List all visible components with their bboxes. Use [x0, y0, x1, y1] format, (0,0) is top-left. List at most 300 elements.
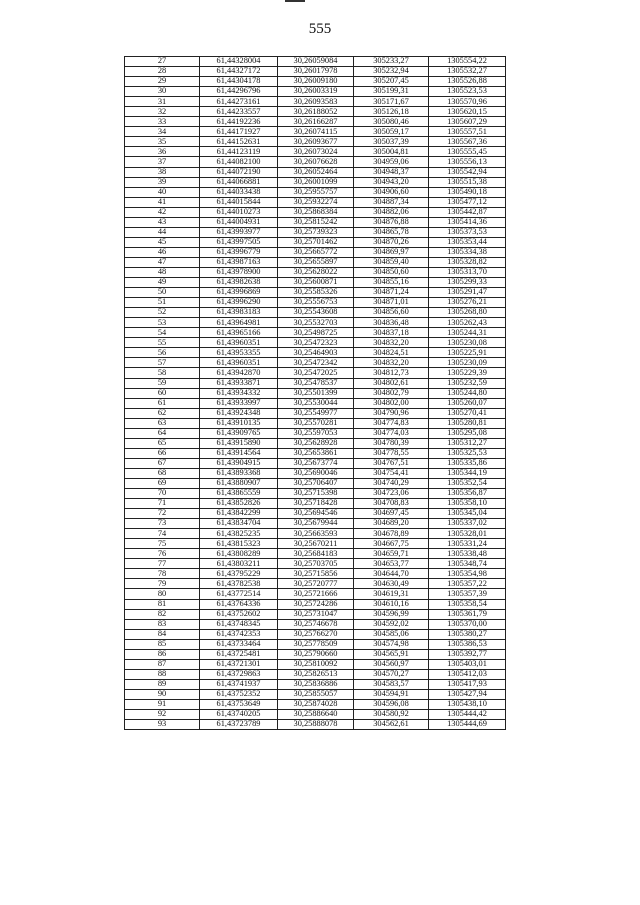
- x-coordinate-cell: 304948,37: [354, 167, 429, 177]
- point-number-cell: 27: [125, 57, 200, 67]
- longitude-cell: 30,25600871: [278, 278, 354, 288]
- latitude-cell: 61,44327172: [200, 67, 278, 77]
- longitude-cell: 30,25673774: [278, 458, 354, 468]
- longitude-cell: 30,25543608: [278, 308, 354, 318]
- table-row: [125, 448, 506, 458]
- longitude-cell: 30,25955757: [278, 187, 354, 197]
- x-coordinate-cell: 304836,48: [354, 318, 429, 328]
- latitude-cell: 61,43865559: [200, 489, 278, 499]
- latitude-cell: 61,43996869: [200, 288, 278, 298]
- table-row: [125, 97, 506, 107]
- point-number-cell: 54: [125, 328, 200, 338]
- latitude-cell: 61,43960351: [200, 358, 278, 368]
- longitude-cell: 30,25778509: [278, 639, 354, 649]
- longitude-cell: 30,25570281: [278, 418, 354, 428]
- point-number-cell: 85: [125, 639, 200, 649]
- point-number-cell: 74: [125, 529, 200, 539]
- latitude-cell: 61,43933871: [200, 378, 278, 388]
- table-row: [125, 428, 506, 438]
- latitude-cell: 61,44171927: [200, 127, 278, 137]
- x-coordinate-cell: 304565,91: [354, 649, 429, 659]
- longitude-cell: 30,26188052: [278, 107, 354, 117]
- point-number-cell: 66: [125, 448, 200, 458]
- longitude-cell: 30,25498725: [278, 328, 354, 338]
- y-coordinate-cell: 1305244,80: [429, 388, 506, 398]
- x-coordinate-cell: 304583,57: [354, 679, 429, 689]
- x-coordinate-cell: 304906,60: [354, 187, 429, 197]
- point-number-cell: 73: [125, 519, 200, 529]
- y-coordinate-cell: 1305542,94: [429, 167, 506, 177]
- x-coordinate-cell: 305199,31: [354, 87, 429, 97]
- x-coordinate-cell: 304832,20: [354, 358, 429, 368]
- longitude-cell: 30,26009180: [278, 77, 354, 87]
- y-coordinate-cell: 1305373,53: [429, 227, 506, 237]
- x-coordinate-cell: 304856,60: [354, 308, 429, 318]
- latitude-cell: 61,43752602: [200, 609, 278, 619]
- longitude-cell: 30,25597053: [278, 428, 354, 438]
- coordinates-table: [124, 56, 506, 730]
- x-coordinate-cell: 304780,39: [354, 438, 429, 448]
- point-number-cell: 62: [125, 408, 200, 418]
- table-row: [125, 599, 506, 609]
- longitude-cell: 30,25670211: [278, 539, 354, 549]
- point-number-cell: 47: [125, 257, 200, 267]
- longitude-cell: 30,25694546: [278, 509, 354, 519]
- longitude-cell: 30,25715398: [278, 489, 354, 499]
- x-coordinate-cell: 305233,27: [354, 57, 429, 67]
- longitude-cell: 30,25472323: [278, 338, 354, 348]
- latitude-cell: 61,43842299: [200, 509, 278, 519]
- longitude-cell: 30,25478537: [278, 378, 354, 388]
- point-number-cell: 69: [125, 478, 200, 488]
- table-row: [125, 328, 506, 338]
- latitude-cell: 61,43753649: [200, 700, 278, 710]
- y-coordinate-cell: 1305403,01: [429, 659, 506, 669]
- table-row: [125, 720, 506, 730]
- latitude-cell: 61,44328004: [200, 57, 278, 67]
- latitude-cell: 61,43742353: [200, 629, 278, 639]
- point-number-cell: 48: [125, 267, 200, 277]
- x-coordinate-cell: 305080,46: [354, 117, 429, 127]
- table-row: [125, 338, 506, 348]
- table-row: [125, 368, 506, 378]
- x-coordinate-cell: 304596,08: [354, 700, 429, 710]
- y-coordinate-cell: 1305358,54: [429, 599, 506, 609]
- longitude-cell: 30,25718428: [278, 499, 354, 509]
- point-number-cell: 75: [125, 539, 200, 549]
- x-coordinate-cell: 304610,16: [354, 599, 429, 609]
- point-number-cell: 51: [125, 298, 200, 308]
- latitude-cell: 61,43782538: [200, 579, 278, 589]
- y-coordinate-cell: 1305532,27: [429, 67, 506, 77]
- point-number-cell: 88: [125, 669, 200, 679]
- x-coordinate-cell: 305126,18: [354, 107, 429, 117]
- y-coordinate-cell: 1305370,00: [429, 619, 506, 629]
- point-number-cell: 40: [125, 187, 200, 197]
- y-coordinate-cell: 1305427,94: [429, 689, 506, 699]
- y-coordinate-cell: 1305345,04: [429, 509, 506, 519]
- x-coordinate-cell: 304876,88: [354, 217, 429, 227]
- point-number-cell: 32: [125, 107, 200, 117]
- point-number-cell: 56: [125, 348, 200, 358]
- x-coordinate-cell: 304865,78: [354, 227, 429, 237]
- table-row: [125, 679, 506, 689]
- x-coordinate-cell: 304778,55: [354, 448, 429, 458]
- x-coordinate-cell: 304802,79: [354, 388, 429, 398]
- latitude-cell: 61,43910135: [200, 418, 278, 428]
- longitude-cell: 30,25766270: [278, 629, 354, 639]
- longitude-cell: 30,25679944: [278, 519, 354, 529]
- x-coordinate-cell: 304837,18: [354, 328, 429, 338]
- table-row: [125, 237, 506, 247]
- point-number-cell: 90: [125, 689, 200, 699]
- point-number-cell: 87: [125, 659, 200, 669]
- point-number-cell: 57: [125, 358, 200, 368]
- x-coordinate-cell: 304619,31: [354, 589, 429, 599]
- longitude-cell: 30,25874028: [278, 700, 354, 710]
- y-coordinate-cell: 1305353,44: [429, 237, 506, 247]
- longitude-cell: 30,25549977: [278, 408, 354, 418]
- table-row: [125, 468, 506, 478]
- y-coordinate-cell: 1305490,18: [429, 187, 506, 197]
- point-number-cell: 72: [125, 509, 200, 519]
- latitude-cell: 61,43942870: [200, 368, 278, 378]
- y-coordinate-cell: 1305262,43: [429, 318, 506, 328]
- x-coordinate-cell: 304774,03: [354, 428, 429, 438]
- latitude-cell: 61,43915890: [200, 438, 278, 448]
- y-coordinate-cell: 1305357,22: [429, 579, 506, 589]
- y-coordinate-cell: 1305299,33: [429, 278, 506, 288]
- longitude-cell: 30,25888078: [278, 720, 354, 730]
- latitude-cell: 61,43904915: [200, 458, 278, 468]
- point-number-cell: 53: [125, 318, 200, 328]
- x-coordinate-cell: 305171,67: [354, 97, 429, 107]
- y-coordinate-cell: 1305444,69: [429, 720, 506, 730]
- point-number-cell: 50: [125, 288, 200, 298]
- point-number-cell: 46: [125, 247, 200, 257]
- y-coordinate-cell: 1305225,91: [429, 348, 506, 358]
- x-coordinate-cell: 304850,60: [354, 267, 429, 277]
- point-number-cell: 63: [125, 418, 200, 428]
- x-coordinate-cell: 304943,20: [354, 177, 429, 187]
- x-coordinate-cell: 305037,39: [354, 137, 429, 147]
- table-row: [125, 649, 506, 659]
- y-coordinate-cell: 1305554,22: [429, 57, 506, 67]
- table-row: [125, 57, 506, 67]
- point-number-cell: 34: [125, 127, 200, 137]
- table-row: [125, 519, 506, 529]
- table-row: [125, 77, 506, 87]
- x-coordinate-cell: 304959,06: [354, 157, 429, 167]
- x-coordinate-cell: 305004,81: [354, 147, 429, 157]
- longitude-cell: 30,25684183: [278, 549, 354, 559]
- point-number-cell: 80: [125, 589, 200, 599]
- longitude-cell: 30,26003319: [278, 87, 354, 97]
- table-row: [125, 609, 506, 619]
- longitude-cell: 30,25706407: [278, 478, 354, 488]
- latitude-cell: 61,44304178: [200, 77, 278, 87]
- latitude-cell: 61,43893368: [200, 468, 278, 478]
- longitude-cell: 30,25628928: [278, 438, 354, 448]
- point-number-cell: 45: [125, 237, 200, 247]
- y-coordinate-cell: 1305417,93: [429, 679, 506, 689]
- latitude-cell: 61,44233557: [200, 107, 278, 117]
- x-coordinate-cell: 304659,71: [354, 549, 429, 559]
- x-coordinate-cell: 304887,34: [354, 197, 429, 207]
- y-coordinate-cell: 1305335,86: [429, 458, 506, 468]
- y-coordinate-cell: 1305357,39: [429, 589, 506, 599]
- table-row: [125, 499, 506, 509]
- point-number-cell: 68: [125, 468, 200, 478]
- table-row: [125, 318, 506, 328]
- y-coordinate-cell: 1305260,07: [429, 398, 506, 408]
- table-row: [125, 137, 506, 147]
- y-coordinate-cell: 1305555,45: [429, 147, 506, 157]
- x-coordinate-cell: 304594,91: [354, 689, 429, 699]
- latitude-cell: 61,43795229: [200, 569, 278, 579]
- longitude-cell: 30,25746678: [278, 619, 354, 629]
- y-coordinate-cell: 1305526,88: [429, 77, 506, 87]
- table-row: [125, 187, 506, 197]
- longitude-cell: 30,26059084: [278, 57, 354, 67]
- longitude-cell: 30,26073024: [278, 147, 354, 157]
- table-row: [125, 579, 506, 589]
- y-coordinate-cell: 1305338,48: [429, 549, 506, 559]
- longitude-cell: 30,25815242: [278, 217, 354, 227]
- y-coordinate-cell: 1305356,87: [429, 489, 506, 499]
- longitude-cell: 30,26093583: [278, 97, 354, 107]
- latitude-cell: 61,43993977: [200, 227, 278, 237]
- latitude-cell: 61,43934332: [200, 388, 278, 398]
- longitude-cell: 30,25472025: [278, 368, 354, 378]
- latitude-cell: 61,43983183: [200, 308, 278, 318]
- longitude-cell: 30,25585326: [278, 288, 354, 298]
- point-number-cell: 79: [125, 579, 200, 589]
- longitude-cell: 30,26017978: [278, 67, 354, 77]
- point-number-cell: 33: [125, 117, 200, 127]
- latitude-cell: 61,44033438: [200, 187, 278, 197]
- latitude-cell: 61,43880907: [200, 478, 278, 488]
- top-scan-mark: [285, 0, 305, 2]
- latitude-cell: 61,44010273: [200, 207, 278, 217]
- x-coordinate-cell: 304832,20: [354, 338, 429, 348]
- point-number-cell: 36: [125, 147, 200, 157]
- longitude-cell: 30,25868384: [278, 207, 354, 217]
- point-number-cell: 86: [125, 649, 200, 659]
- y-coordinate-cell: 1305570,96: [429, 97, 506, 107]
- point-number-cell: 70: [125, 489, 200, 499]
- y-coordinate-cell: 1305567,36: [429, 137, 506, 147]
- point-number-cell: 60: [125, 388, 200, 398]
- table-row: [125, 177, 506, 187]
- point-number-cell: 49: [125, 278, 200, 288]
- table-row: [125, 348, 506, 358]
- table-row: [125, 107, 506, 117]
- point-number-cell: 35: [125, 137, 200, 147]
- x-coordinate-cell: 304723,06: [354, 489, 429, 499]
- page-number: 555: [308, 21, 332, 37]
- y-coordinate-cell: 1305229,39: [429, 368, 506, 378]
- point-number-cell: 71: [125, 499, 200, 509]
- table-row: [125, 408, 506, 418]
- y-coordinate-cell: 1305328,82: [429, 257, 506, 267]
- x-coordinate-cell: 304871,24: [354, 288, 429, 298]
- table-row: [125, 207, 506, 217]
- latitude-cell: 61,43721301: [200, 659, 278, 669]
- longitude-cell: 30,25731047: [278, 609, 354, 619]
- table-row: [125, 308, 506, 318]
- latitude-cell: 61,43772514: [200, 589, 278, 599]
- x-coordinate-cell: 304689,20: [354, 519, 429, 529]
- y-coordinate-cell: 1305244,31: [429, 328, 506, 338]
- longitude-cell: 30,25663593: [278, 529, 354, 539]
- latitude-cell: 61,43748345: [200, 619, 278, 629]
- x-coordinate-cell: 304767,51: [354, 458, 429, 468]
- latitude-cell: 61,43725481: [200, 649, 278, 659]
- point-number-cell: 81: [125, 599, 200, 609]
- x-coordinate-cell: 305232,94: [354, 67, 429, 77]
- x-coordinate-cell: 304708,83: [354, 499, 429, 509]
- y-coordinate-cell: 1305556,13: [429, 157, 506, 167]
- latitude-cell: 61,44123119: [200, 147, 278, 157]
- y-coordinate-cell: 1305414,36: [429, 217, 506, 227]
- point-number-cell: 89: [125, 679, 200, 689]
- table-row: [125, 619, 506, 629]
- latitude-cell: 61,43960351: [200, 338, 278, 348]
- longitude-cell: 30,25532703: [278, 318, 354, 328]
- y-coordinate-cell: 1305354,98: [429, 569, 506, 579]
- x-coordinate-cell: 305207,45: [354, 77, 429, 87]
- x-coordinate-cell: 304667,75: [354, 539, 429, 549]
- table-row: [125, 87, 506, 97]
- y-coordinate-cell: 1305313,70: [429, 267, 506, 277]
- point-number-cell: 58: [125, 368, 200, 378]
- latitude-cell: 61,44273161: [200, 97, 278, 107]
- table-row: [125, 559, 506, 569]
- point-number-cell: 39: [125, 177, 200, 187]
- longitude-cell: 30,25724286: [278, 599, 354, 609]
- y-coordinate-cell: 1305276,21: [429, 298, 506, 308]
- y-coordinate-cell: 1305352,54: [429, 478, 506, 488]
- point-number-cell: 59: [125, 378, 200, 388]
- table-row: [125, 438, 506, 448]
- x-coordinate-cell: 304592,02: [354, 619, 429, 629]
- table-row: [125, 127, 506, 137]
- longitude-cell: 30,25655897: [278, 257, 354, 267]
- y-coordinate-cell: 1305325,53: [429, 448, 506, 458]
- y-coordinate-cell: 1305607,29: [429, 117, 506, 127]
- latitude-cell: 61,44015844: [200, 197, 278, 207]
- table-row: [125, 418, 506, 428]
- longitude-cell: 30,25810092: [278, 659, 354, 669]
- point-number-cell: 64: [125, 428, 200, 438]
- latitude-cell: 61,44066881: [200, 177, 278, 187]
- latitude-cell: 61,43933997: [200, 398, 278, 408]
- y-coordinate-cell: 1305358,10: [429, 499, 506, 509]
- table-row: [125, 710, 506, 720]
- longitude-cell: 30,25690046: [278, 468, 354, 478]
- latitude-cell: 61,43834704: [200, 519, 278, 529]
- point-number-cell: 55: [125, 338, 200, 348]
- table-row: [125, 257, 506, 267]
- latitude-cell: 61,43924348: [200, 408, 278, 418]
- y-coordinate-cell: 1305280,81: [429, 418, 506, 428]
- y-coordinate-cell: 1305334,38: [429, 247, 506, 257]
- point-number-cell: 29: [125, 77, 200, 87]
- latitude-cell: 61,44072190: [200, 167, 278, 177]
- y-coordinate-cell: 1305515,38: [429, 177, 506, 187]
- table-row: [125, 700, 506, 710]
- table-row: [125, 167, 506, 177]
- x-coordinate-cell: 304774,83: [354, 418, 429, 428]
- point-number-cell: 67: [125, 458, 200, 468]
- longitude-cell: 30,26076628: [278, 157, 354, 167]
- point-number-cell: 93: [125, 720, 200, 730]
- point-number-cell: 38: [125, 167, 200, 177]
- y-coordinate-cell: 1305230,08: [429, 338, 506, 348]
- latitude-cell: 61,43982638: [200, 278, 278, 288]
- x-coordinate-cell: 304585,06: [354, 629, 429, 639]
- longitude-cell: 30,25886640: [278, 710, 354, 720]
- table-row: [125, 67, 506, 77]
- latitude-cell: 61,43764336: [200, 599, 278, 609]
- table-row: [125, 117, 506, 127]
- y-coordinate-cell: 1305295,08: [429, 428, 506, 438]
- latitude-cell: 61,43997505: [200, 237, 278, 247]
- y-coordinate-cell: 1305337,02: [429, 519, 506, 529]
- table-row: [125, 549, 506, 559]
- longitude-cell: 30,25464903: [278, 348, 354, 358]
- latitude-cell: 61,43978900: [200, 267, 278, 277]
- table-row: [125, 458, 506, 468]
- table-row: [125, 509, 506, 519]
- longitude-cell: 30,25556753: [278, 298, 354, 308]
- point-number-cell: 37: [125, 157, 200, 167]
- point-number-cell: 77: [125, 559, 200, 569]
- y-coordinate-cell: 1305348,74: [429, 559, 506, 569]
- x-coordinate-cell: 304596,99: [354, 609, 429, 619]
- longitude-cell: 30,25836886: [278, 679, 354, 689]
- table-row: [125, 669, 506, 679]
- latitude-cell: 61,43741937: [200, 679, 278, 689]
- x-coordinate-cell: 304562,61: [354, 720, 429, 730]
- longitude-cell: 30,25703705: [278, 559, 354, 569]
- latitude-cell: 61,43803211: [200, 559, 278, 569]
- x-coordinate-cell: 305059,17: [354, 127, 429, 137]
- table-row: [125, 388, 506, 398]
- latitude-cell: 61,43852826: [200, 499, 278, 509]
- longitude-cell: 30,25472342: [278, 358, 354, 368]
- latitude-cell: 61,44192236: [200, 117, 278, 127]
- point-number-cell: 76: [125, 549, 200, 559]
- x-coordinate-cell: 304855,16: [354, 278, 429, 288]
- table-row: [125, 278, 506, 288]
- point-number-cell: 43: [125, 217, 200, 227]
- table-row: [125, 247, 506, 257]
- table-row: [125, 217, 506, 227]
- point-number-cell: 65: [125, 438, 200, 448]
- table-row: [125, 267, 506, 277]
- table-row: [125, 629, 506, 639]
- point-number-cell: 44: [125, 227, 200, 237]
- point-number-cell: 42: [125, 207, 200, 217]
- longitude-cell: 30,25653861: [278, 448, 354, 458]
- y-coordinate-cell: 1305380,27: [429, 629, 506, 639]
- table-row: [125, 288, 506, 298]
- longitude-cell: 30,25855057: [278, 689, 354, 699]
- latitude-cell: 61,44296796: [200, 87, 278, 97]
- latitude-cell: 61,43965166: [200, 328, 278, 338]
